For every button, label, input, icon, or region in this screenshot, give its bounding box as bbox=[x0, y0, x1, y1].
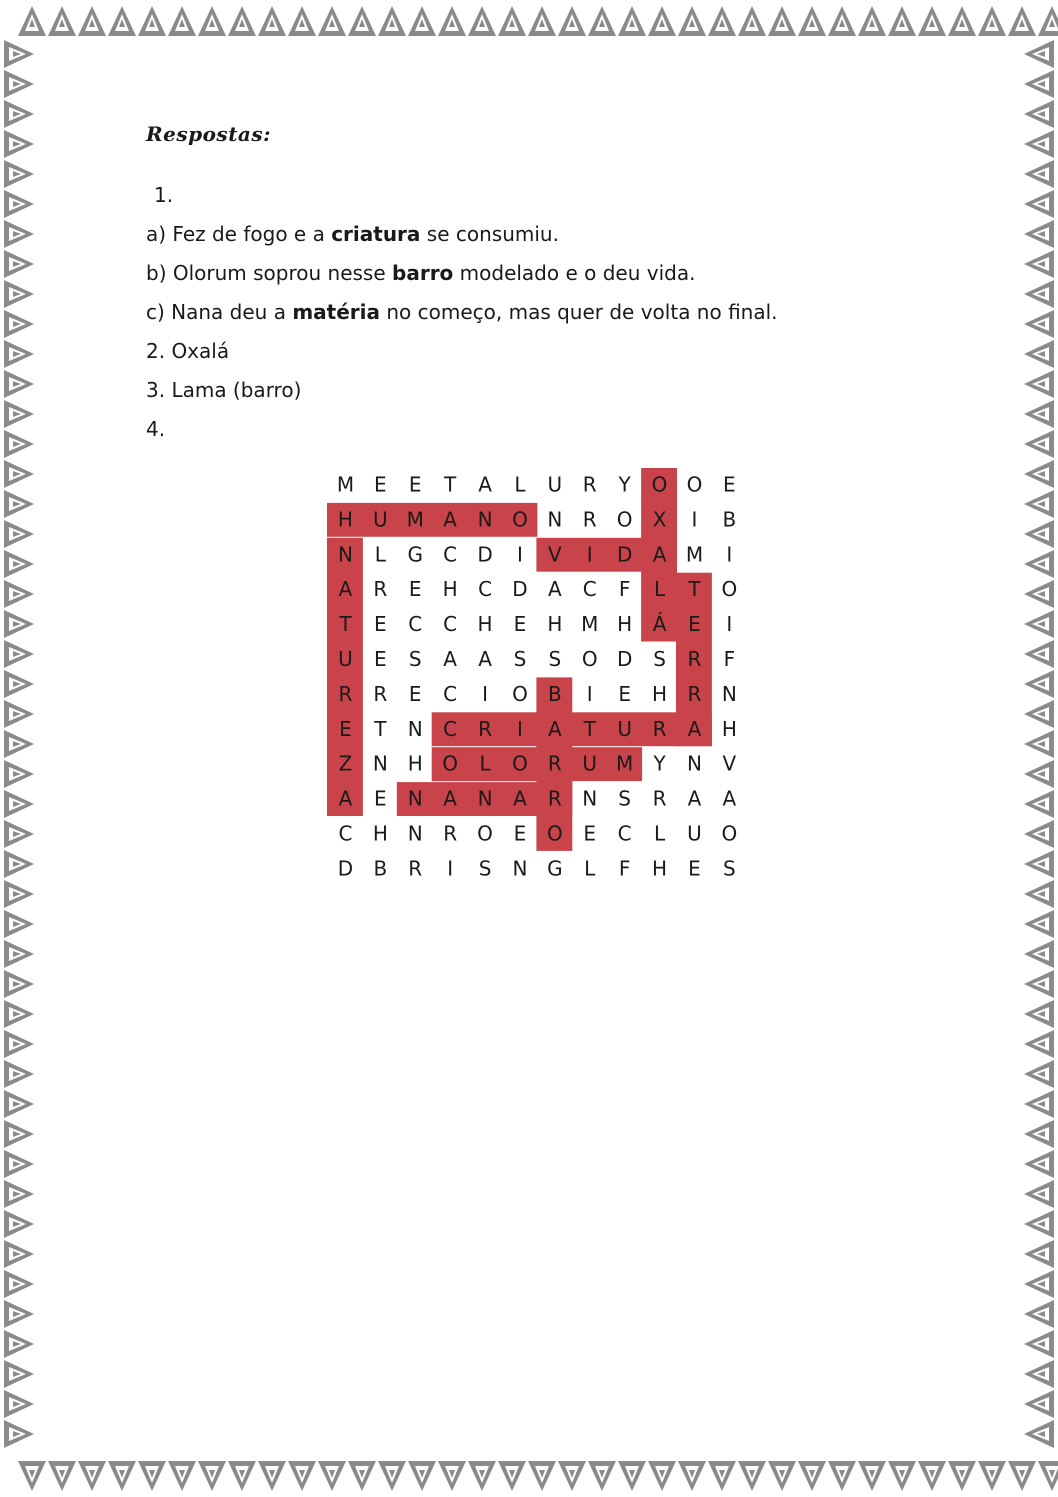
grid-letter: B bbox=[373, 856, 388, 881]
grid-letter: H bbox=[372, 821, 388, 846]
grid-letter: E bbox=[408, 681, 422, 706]
grid-letter: D bbox=[616, 542, 633, 567]
grid-letter: O bbox=[616, 507, 633, 532]
grid-letter: N bbox=[372, 751, 388, 776]
answer-3: 3. Lama (barro) bbox=[146, 378, 302, 402]
grid-letter: N bbox=[407, 821, 423, 846]
answer-1c: c) Nana deu a matéria no começo, mas quer de volta no final. bbox=[146, 300, 778, 324]
grid-letter: M bbox=[406, 507, 424, 532]
grid-letter: I bbox=[447, 856, 454, 881]
grid-letter: C bbox=[443, 542, 458, 567]
grid-letter: Y bbox=[618, 472, 631, 497]
grid-letter: B bbox=[547, 681, 562, 706]
grid-letter: E bbox=[513, 612, 527, 637]
grid-letter: C bbox=[443, 681, 458, 706]
grid-letter: H bbox=[337, 507, 353, 532]
grid-letter: O bbox=[546, 821, 563, 846]
grid-letter: F bbox=[618, 577, 631, 602]
grid-letter: S bbox=[513, 646, 527, 671]
grid-letter: C bbox=[443, 716, 458, 741]
grid-letter: O bbox=[581, 646, 598, 671]
grid-letter: N bbox=[477, 507, 493, 532]
keyword: matéria bbox=[292, 300, 380, 324]
grid-letter: O bbox=[512, 751, 528, 776]
answer-1a: a) Fez de fogo e a criatura se consumiu. bbox=[146, 222, 559, 246]
grid-letter: H bbox=[477, 612, 493, 637]
grid-letter: A bbox=[513, 786, 527, 811]
grid-letter: E bbox=[374, 646, 387, 671]
grid-letter: N bbox=[477, 786, 493, 811]
grid-letter: H bbox=[652, 681, 668, 706]
grid-letter: E bbox=[688, 612, 701, 637]
grid-letter: A bbox=[478, 472, 492, 497]
grid-letter: E bbox=[408, 577, 422, 602]
grid-letter: C bbox=[443, 612, 458, 637]
grid-letter: Z bbox=[338, 751, 353, 776]
keyword: criatura bbox=[331, 222, 421, 246]
grid-letter: N bbox=[407, 716, 423, 741]
grid-letter: A bbox=[338, 786, 353, 811]
answer-1-label: 1. bbox=[154, 183, 174, 207]
grid-letter: U bbox=[547, 472, 563, 497]
grid-letter: R bbox=[687, 646, 702, 671]
highlight-humano bbox=[327, 503, 537, 537]
grid-letter: I bbox=[586, 681, 593, 706]
grid-letter: T bbox=[444, 472, 457, 497]
grid-letter: I bbox=[516, 542, 523, 567]
grid-letter: O bbox=[512, 507, 528, 532]
grid-letter: F bbox=[618, 856, 631, 881]
grid-letter: R bbox=[478, 716, 493, 741]
grid-letter: C bbox=[617, 821, 632, 846]
grid-letter: R bbox=[582, 472, 597, 497]
highlight-olorum bbox=[432, 747, 642, 781]
grid-letter: A bbox=[443, 786, 457, 811]
grid-letter: H bbox=[721, 716, 737, 741]
grid-letter: O bbox=[477, 821, 493, 846]
grid-letter: R bbox=[652, 716, 667, 741]
grid-letter: R bbox=[687, 681, 702, 706]
grid-letter: N bbox=[512, 856, 528, 881]
grid-letter: M bbox=[616, 751, 634, 776]
grid-letter: T bbox=[339, 612, 352, 637]
grid-letter: H bbox=[407, 751, 423, 776]
grid-letter: E bbox=[374, 786, 387, 811]
grid-letter: X bbox=[652, 507, 667, 532]
grid-letter: U bbox=[617, 716, 632, 741]
grid-letter: A bbox=[443, 507, 457, 532]
grid-letter: A bbox=[722, 786, 737, 811]
grid-letter: A bbox=[338, 577, 353, 602]
grid-letter: U bbox=[687, 821, 702, 846]
grid-letter: U bbox=[373, 507, 388, 532]
grid-letter: N bbox=[686, 751, 702, 776]
grid-letter: O bbox=[721, 821, 738, 846]
answer-2: 2. Oxalá bbox=[146, 339, 230, 363]
grid-letter: L bbox=[479, 751, 491, 776]
grid-letter: T bbox=[688, 577, 701, 602]
grid-letter: A bbox=[687, 786, 702, 811]
grid-letter: G bbox=[407, 542, 423, 567]
grid-letter: A bbox=[687, 716, 702, 741]
grid-letter: I bbox=[691, 507, 698, 532]
grid-letter: I bbox=[516, 716, 523, 741]
grid-letter: A bbox=[443, 646, 457, 671]
grid-letter: R bbox=[547, 751, 562, 776]
grid-letter: R bbox=[582, 507, 597, 532]
grid-letter: C bbox=[582, 577, 597, 602]
grid-letter: N bbox=[721, 681, 737, 706]
grid-letter: N bbox=[582, 786, 598, 811]
grid-letter: M bbox=[581, 612, 599, 637]
answer-4-label: 4. bbox=[146, 417, 166, 441]
grid-letter: E bbox=[374, 472, 387, 497]
grid-letter: H bbox=[547, 612, 563, 637]
grid-letter: F bbox=[723, 646, 736, 671]
grid-letter: E bbox=[339, 716, 352, 741]
grid-letter: O bbox=[686, 472, 703, 497]
grid-letter: I bbox=[482, 681, 489, 706]
grid-letter: C bbox=[478, 577, 493, 602]
grid-letter: S bbox=[618, 786, 632, 811]
grid-letter: L bbox=[374, 542, 386, 567]
grid-letter: I bbox=[726, 542, 733, 567]
grid-letter: R bbox=[373, 577, 388, 602]
grid-letter: I bbox=[726, 612, 733, 637]
grid-letter: A bbox=[548, 716, 562, 741]
grid-letter: O bbox=[651, 472, 668, 497]
grid-letter: S bbox=[722, 856, 736, 881]
grid-letter: S bbox=[653, 646, 666, 671]
grid-letter: E bbox=[408, 472, 422, 497]
grid-letter: R bbox=[652, 786, 667, 811]
grid-letter: L bbox=[653, 821, 666, 846]
grid-letter: E bbox=[723, 472, 736, 497]
grid-letter: N bbox=[407, 786, 423, 811]
grid-letter: D bbox=[616, 646, 633, 671]
grid-letter: N bbox=[547, 507, 563, 532]
grid-letter: V bbox=[548, 542, 562, 567]
grid-letter: R bbox=[338, 681, 353, 706]
grid-letter: Y bbox=[653, 751, 666, 776]
grid-letter: O bbox=[721, 577, 738, 602]
grid-letter: U bbox=[338, 646, 353, 671]
grid-letter: D bbox=[477, 542, 493, 567]
page-title: Respostas: bbox=[146, 122, 272, 146]
keyword: barro bbox=[392, 261, 454, 285]
grid-letter: C bbox=[338, 821, 353, 846]
grid-letter: R bbox=[373, 681, 388, 706]
grid-letter: M bbox=[336, 472, 355, 497]
grid-letter: A bbox=[478, 646, 492, 671]
grid-letter: V bbox=[722, 751, 737, 776]
grid-letter: A bbox=[548, 577, 562, 602]
grid-letter: E bbox=[688, 856, 701, 881]
grid-letter: D bbox=[337, 856, 354, 881]
grid-letter: S bbox=[548, 646, 562, 671]
grid-letter: T bbox=[374, 716, 387, 741]
grid-letter: U bbox=[582, 751, 598, 776]
answer-1b: b) Olorum soprou nesse barro modelado e o deu vida. bbox=[146, 261, 696, 285]
grid-letter: E bbox=[618, 681, 631, 706]
grid-letter: R bbox=[443, 821, 458, 846]
grid-letter: S bbox=[408, 646, 422, 671]
grid-letter: E bbox=[513, 821, 527, 846]
grid-letter: A bbox=[652, 542, 667, 567]
grid-letter: E bbox=[583, 821, 597, 846]
grid-letter: S bbox=[478, 856, 492, 881]
grid-letter: C bbox=[408, 612, 423, 637]
grid-letter: H bbox=[617, 612, 633, 637]
grid-letter: B bbox=[722, 507, 737, 532]
grid-letter: H bbox=[652, 856, 668, 881]
grid-letter: T bbox=[583, 716, 596, 741]
grid-letter: G bbox=[547, 856, 563, 881]
grid-letter: D bbox=[512, 577, 528, 602]
grid-letter: Á bbox=[652, 612, 667, 637]
grid-letter: O bbox=[442, 751, 459, 776]
grid-letter: O bbox=[512, 681, 528, 706]
grid-letter: H bbox=[442, 577, 458, 602]
grid-letter: R bbox=[547, 786, 562, 811]
grid-letter: E bbox=[374, 612, 387, 637]
grid-letter: R bbox=[408, 856, 423, 881]
grid-letter: L bbox=[584, 856, 596, 881]
grid-letter: I bbox=[586, 542, 593, 567]
grid-letter: L bbox=[514, 472, 526, 497]
grid-letter: M bbox=[685, 542, 704, 567]
grid-letter: N bbox=[337, 542, 353, 567]
grid-letter: L bbox=[653, 577, 666, 602]
